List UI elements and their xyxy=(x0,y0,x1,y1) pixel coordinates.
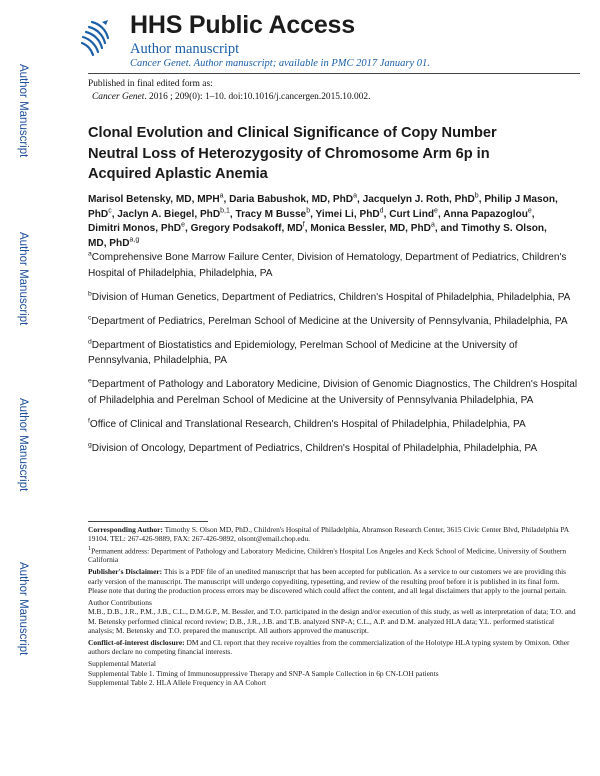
footnotes xyxy=(88,525,576,687)
author-affiliation-mark: b xyxy=(306,207,311,215)
affiliation-item xyxy=(88,314,578,330)
authors-conjunction: and xyxy=(440,223,459,235)
affiliation-mark: a xyxy=(88,250,92,258)
author-name: Dimitri Monos, PhD xyxy=(88,223,182,235)
citation-line xyxy=(88,91,370,104)
conflict-of-interest-note xyxy=(88,638,576,657)
conflict-of-interest-label: Conflict-of-interest disclosure: xyxy=(88,637,185,647)
publisher-disclaimer-text: This is a PDF file of an unedited manuscript that has been accepted for publication. As a service to our customers we are providing this early version of the manuscript. The manuscript will undergo copyediting, typesetting, and review of the resulting proof before it is published in its final form. Please note that during the production process errors may be discovered which could affect the content, and all legal disclaimers that apply to the journal pertain. xyxy=(88,567,567,595)
citation-details: . 2016 ; 209(0): 1–10. doi:10.1016/j.cancergen.2015.10.002. xyxy=(144,91,371,102)
affiliation-item xyxy=(88,250,578,281)
affiliation-text: Department of Pediatrics, Perelman School of Medicine at the University of Pennsylvania, Philadelphia, PA xyxy=(91,315,568,327)
affiliation-mark: e xyxy=(88,377,92,385)
author-list: Marisol Betensky, MD, MPH$^a$, Daria Babushok, MD, PhD$^a$, Jacquelyn J. Roth, PhD$^b$, Philip J Mason, PhD$^c$, Jaclyn A. Biegel, PhD$^{b,1}$, Tracy M Busse$^b$, Yimei Li, PhD$^d$, Curt Lind$^e$, Anna Papazoglou$^e$, Dimitri Monos, PhD$^e$, Gregory Podsakoff, $MD^f$, Monica Bessler, MD, PhD$^a$, and Timothy S. Olson, MD, PhD$^{a,g}$ xyxy=(88,192,558,250)
author-affiliation-mark: b xyxy=(474,192,479,200)
publisher-disclaimer xyxy=(88,567,576,595)
author-name: Tracy M Busse xyxy=(235,208,307,220)
author-affiliation-mark: a,g xyxy=(129,236,140,244)
author-name: Philip J Mason, PhD xyxy=(88,194,558,220)
publication-info xyxy=(88,78,370,103)
affiliation-item xyxy=(88,290,578,306)
affiliation-item xyxy=(88,441,578,457)
affiliation-mark: d xyxy=(88,338,92,346)
affiliation-text: Department of Biostatistics and Epidemiology, Perelman School of Medicine at the University of Pennsylvania, Philadelphia, PA xyxy=(88,339,518,367)
publisher-disclaimer-label: Publisher's Disclaimer: xyxy=(88,567,163,577)
supplemental-item: Supplemental Table 1. Timing of Immunosuppressive Therapy and SNP-A Sample Collection in 6p CN-LOH patients xyxy=(88,668,439,678)
author-name: Yimei Li, PhD xyxy=(315,208,380,220)
corresponding-author-note xyxy=(88,525,576,544)
affiliation-item xyxy=(88,377,578,408)
affiliation-text: Comprehensive Bone Marrow Failure Center, Division of Hematology, Department of Pediatrics, Children's Hospital of Philadelphia, Philadelphia, PA xyxy=(88,252,567,279)
author-name: Daria Babushok, MD, PhD xyxy=(229,194,354,205)
affiliation-list xyxy=(88,250,578,465)
corresponding-author-label: Corresponding Author: xyxy=(88,525,163,534)
side-label-author-manuscript-2: Author Manuscript xyxy=(17,232,29,326)
header-divider xyxy=(88,73,580,74)
hhs-eagle-logo-icon xyxy=(78,16,114,58)
supplemental-item: Supplemental Table 2. HLA Allele Frequency in AA Cohort xyxy=(88,677,267,687)
affiliation-item xyxy=(88,338,578,369)
author-affiliation-mark: e xyxy=(527,207,532,215)
author-name: Gregory Podsakoff, MD xyxy=(190,223,303,235)
author-affiliation-mark: e xyxy=(181,222,185,230)
permanent-address-text: Permanent address: Department of Pathology and Laboratory Medicine, Children's Hospital Los Angeles and Keck School of Medicine, University of Southern California xyxy=(88,545,567,565)
author-contributions-heading: Author Contributions xyxy=(88,598,152,608)
permanent-address-note xyxy=(88,544,576,565)
author-name: Monica Bessler, MD, PhD xyxy=(310,223,431,235)
conflict-of-interest-text: DM and CL report that they receive royalties from the commercialization of the Holotype HLA typing system by Omixon. Other authors declare no competing financial interests. xyxy=(88,637,570,657)
published-in-label: Published in final edited form as: xyxy=(88,79,213,89)
author-affiliation-mark: a xyxy=(353,192,357,200)
affiliation-mark: b xyxy=(88,290,92,298)
author-name: Marisol Betensky, MD, MPH xyxy=(88,194,220,205)
supplemental-material-heading: Supplemental Material xyxy=(88,659,156,669)
footnote-mark: 1 xyxy=(88,544,92,552)
author-manuscript-subtitle: Author manuscript xyxy=(130,41,240,57)
author-name: Curt Lind xyxy=(389,208,435,220)
author-name: Anna Papazoglou xyxy=(443,208,528,220)
side-label-author-manuscript-1: Author Manuscript xyxy=(17,64,29,158)
author-name: Jaclyn A. Biegel, PhD xyxy=(117,208,221,220)
manuscript-availability-status: Cancer Genet. Author manuscript; available in PMC 2017 January 01. xyxy=(130,58,430,69)
affiliation-mark: c xyxy=(88,314,92,322)
author-affiliation-mark: f xyxy=(302,222,305,230)
author-affiliation-mark: b,1 xyxy=(220,207,230,215)
author-affiliation-mark: e xyxy=(434,207,438,215)
affiliation-text: Division of Oncology, Department of Pediatrics, Children's Hospital of Philadelphia, Philadelphia, PA xyxy=(91,442,538,454)
article-title: Clonal Evolution and Clinical Significance of Copy Number Neutral Loss of Heterozygosity of Chromosome Arm 6p in Acquired Aplastic Anemia xyxy=(88,125,497,182)
author-affiliation-mark: c xyxy=(108,207,112,215)
author-name: Jacquelyn J. Roth, PhD xyxy=(362,194,475,205)
journal-name: Cancer Genet xyxy=(92,91,145,102)
author-contributions-text: M.B., D.B., J.R., P.M., J.B., C.L., D.M.G.P., M. Bessler, and T.O. participated in the design and/or execution of this study, as well as interpretation of data; T.O. and M. Betensky performed clinical record review; D.B., J.R., J.B. and T.B. analyzed SNP-A; C.L., A.P. and D.M. analyzed HLA data; Y.L. performed statistical analysis; M. Betensky and T.O. prepared the manuscript. All authors approved the manuscript. xyxy=(88,607,576,635)
author-affiliation-mark: a xyxy=(219,192,224,200)
hhs-public-access-title: HHS Public Access xyxy=(130,11,355,39)
author-affiliation-mark: d xyxy=(379,207,384,215)
side-label-author-manuscript-4: Author Manuscript xyxy=(17,562,29,656)
affiliation-item xyxy=(88,417,578,433)
affiliation-text: Division of Human Genetics, Department of Pediatrics, Children's Hospital of Philadelphia, Philadelphia, PA xyxy=(91,291,571,303)
corresponding-author-text: Timothy S. Olson MD, PhD., Children's Hospital of Philadelphia, Abramson Research Center, 3615 Civic Center Blvd, Philadelphia PA 19104. TEL: 267-426-9889, FAX: 267-426-9892, olsont@email.chop.edu. xyxy=(88,525,569,544)
author-affiliation-mark: a xyxy=(430,222,435,230)
affiliation-mark: f xyxy=(88,417,90,425)
affiliation-text: Department of Pathology and Laboratory Medicine, Division of Genomic Diagnostics, The Children's Hospital of Philadelphia and Perelman School of Medicine at the University of Pennsylvania Philadelphia, PA xyxy=(88,379,578,406)
affiliation-mark: g xyxy=(88,441,92,449)
affiliation-text: Office of Clinical and Translational Research, Children's Hospital of Philadelphia, Philadelphia, PA xyxy=(89,418,526,430)
author-name: Timothy S. Olson, MD, PhD xyxy=(88,223,547,250)
footnote-divider xyxy=(88,521,208,522)
side-label-author-manuscript-3: Author Manuscript xyxy=(17,398,29,492)
